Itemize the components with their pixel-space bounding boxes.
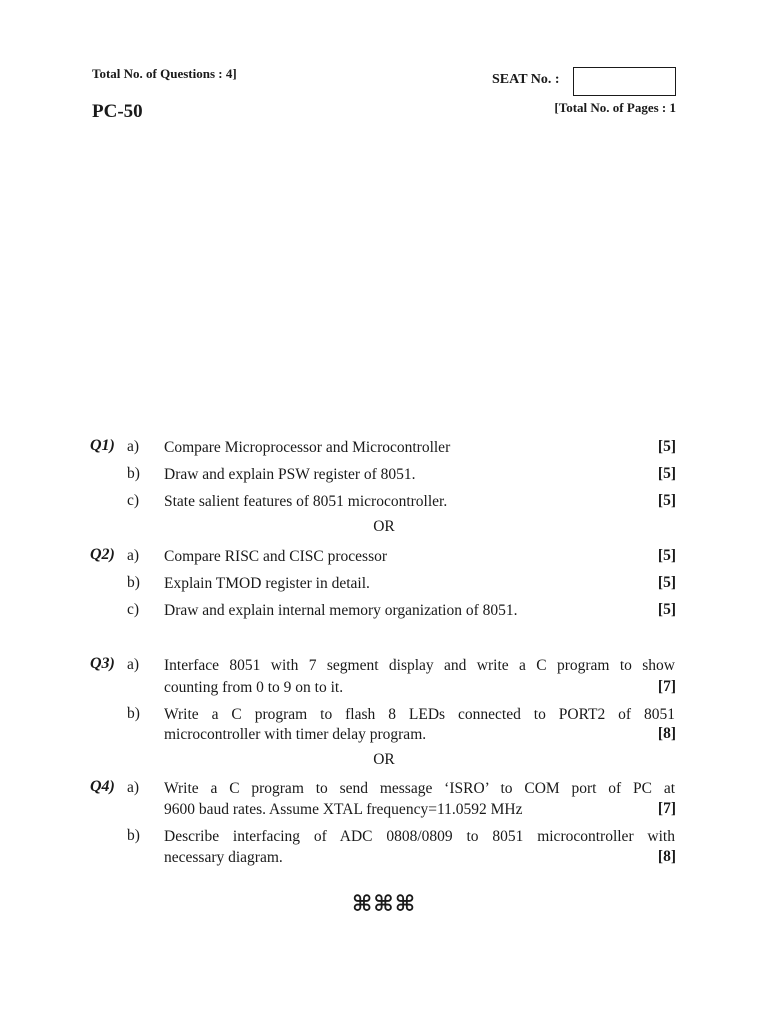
part-letter: a) — [127, 547, 140, 564]
question-label: Q3) — [90, 655, 115, 672]
question-text-line: Write a C program to send message ‘ISRO’ to COM port of PC at — [164, 780, 675, 797]
seat-number-label: SEAT No. : — [492, 72, 560, 87]
seat-number-box[interactable] — [573, 67, 676, 96]
part-letter: a) — [127, 438, 140, 455]
question-text-line: necessary diagram. — [164, 849, 283, 866]
marks: [5] — [657, 438, 676, 455]
question-text-line: Interface 8051 with 7 segment display and write a C program to show — [164, 657, 675, 674]
question-text-line: microcontroller with timer delay program. — [164, 726, 427, 743]
marks: [7] — [657, 800, 676, 817]
part-letter: b) — [127, 465, 140, 482]
question-label: Q2) — [90, 546, 115, 563]
part-letter: c) — [127, 492, 140, 509]
question-text: Explain TMOD register in detail. — [164, 575, 370, 592]
question-label: Q4) — [90, 778, 115, 795]
end-of-paper-mark: ⌘⌘⌘ — [351, 892, 417, 917]
total-pages-label: [Total No. of Pages : 1 — [554, 100, 676, 115]
marks: [5] — [657, 465, 676, 482]
question-text-line: Write a C program to flash 8 LEDs connected to PORT2 of 8051 — [164, 706, 675, 723]
marks: [8] — [657, 725, 676, 742]
marks: [5] — [657, 601, 676, 618]
part-letter: a) — [127, 656, 140, 673]
question-text-line: 9600 baud rates. Assume XTAL frequency=11.0592 MHz — [164, 801, 523, 818]
question-text: Compare RISC and CISC processor — [164, 548, 388, 565]
part-letter: a) — [127, 779, 140, 796]
or-separator: OR — [373, 518, 395, 535]
part-letter: b) — [127, 705, 140, 722]
marks: [7] — [657, 678, 676, 695]
question-text: Draw and explain PSW register of 8051. — [164, 466, 416, 483]
marks: [5] — [657, 574, 676, 591]
question-text: State salient features of 8051 microcontroller. — [164, 493, 448, 510]
marks: [5] — [657, 492, 676, 509]
paper-code: PC-50 — [92, 101, 143, 122]
question-label: Q1) — [90, 437, 115, 454]
question-text: Compare Microprocessor and Microcontroller — [164, 439, 451, 456]
question-text-line: counting from 0 to 9 on to it. — [164, 679, 344, 696]
or-separator: OR — [373, 751, 395, 768]
part-letter: c) — [127, 601, 140, 618]
marks: [5] — [657, 547, 676, 564]
marks: [8] — [657, 848, 676, 865]
question-text: Draw and explain internal memory organization of 8051. — [164, 602, 518, 619]
part-letter: b) — [127, 827, 140, 844]
total-questions-label: Total No. of Questions : 4] — [92, 66, 237, 81]
part-letter: b) — [127, 574, 140, 591]
question-text-line: Describe interfacing of ADC 0808/0809 to 8051 microcontroller with — [164, 828, 675, 845]
